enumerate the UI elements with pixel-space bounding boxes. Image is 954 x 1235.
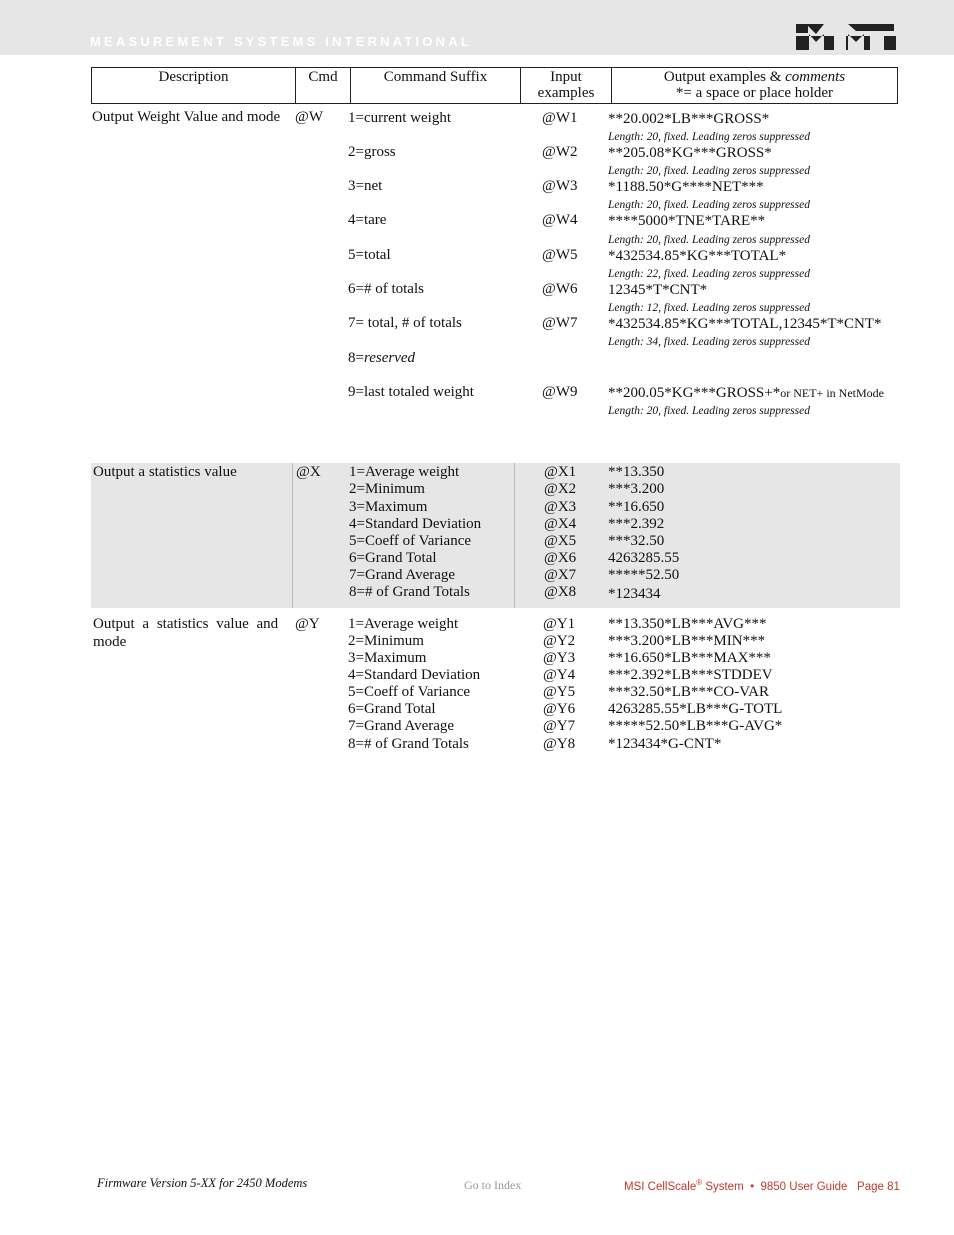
x-row-suffix: 5=Coeff of Variance <box>349 533 472 549</box>
page-header <box>0 0 954 55</box>
w-row-input: @W5 <box>542 247 578 263</box>
y-row-suffix: 6=Grand Total <box>348 701 436 717</box>
y-row-input: @Y1 <box>543 616 576 632</box>
w-row-suffix: 7= total, # of totals <box>348 315 462 331</box>
y-row-output: **13.350*LB***AVG*** <box>608 616 767 632</box>
y-row-input: @Y6 <box>543 701 576 717</box>
w-row-input: @W3 <box>542 178 578 194</box>
x-row-output: **16.650 <box>608 499 665 515</box>
y-row-input: @Y7 <box>543 718 576 734</box>
w-row-suffix: 4=tare <box>348 212 387 228</box>
header-input: Input examples <box>521 68 612 104</box>
y-row-input: @Y8 <box>543 736 576 752</box>
x-row-input: @X7 <box>544 567 577 583</box>
w-row-suffix: 6=# of totals <box>348 281 424 297</box>
x-row-output: ***32.50 <box>608 533 665 549</box>
w-row-output: *432534.85*KG***TOTAL,12345*T*CNT* <box>608 316 882 332</box>
x-row-input: @X1 <box>544 464 577 480</box>
w-row-note: Length: 20, fixed. Leading zeros suppressed <box>608 199 810 211</box>
w-row-reserved: 8=reserved <box>348 350 416 366</box>
msi-logo-icon <box>794 22 898 52</box>
section-y-description: Output a statistics value and <box>93 616 279 632</box>
table-header <box>91 67 898 104</box>
x-row-suffix: 1=Average weight <box>349 464 460 480</box>
y-row-output: *****52.50*LB***G-AVG* <box>608 718 783 734</box>
x-row-output: ***3.200 <box>608 481 665 497</box>
header-output: Output examples & comments *= a space or place holder <box>612 68 898 104</box>
brand-name: MEASUREMENT SYSTEMS INTERNATIONAL <box>90 34 472 49</box>
header-cmd: Cmd <box>296 68 351 104</box>
header-suffix: Command Suffix <box>351 68 521 104</box>
x-row-input: @X2 <box>544 481 577 497</box>
x-row-input: @X6 <box>544 550 577 566</box>
go-to-index-link[interactable]: Go to Index <box>464 1178 522 1192</box>
w-row-input: @W7 <box>542 315 578 331</box>
y-row-output: ***2.392*LB***STDDEV <box>608 667 773 683</box>
y-row-suffix: 4=Standard Deviation <box>348 667 481 683</box>
divider <box>292 463 293 608</box>
divider <box>514 463 515 608</box>
x-row-output: *123434 <box>608 586 661 602</box>
section-x-background <box>91 463 900 608</box>
x-row-input: @X4 <box>544 516 577 532</box>
w-row-note: Length: 20, fixed. Leading zeros suppressed <box>608 165 810 177</box>
w-row-suffix: 9=last totaled weight <box>348 384 474 400</box>
w-row-note: Length: 20, fixed. Leading zeros suppressed <box>608 131 810 143</box>
y-row-suffix: 5=Coeff of Variance <box>348 684 471 700</box>
w-row-input: @W2 <box>542 144 578 160</box>
x-row-suffix: 3=Maximum <box>349 499 428 515</box>
x-row-suffix: 2=Minimum <box>349 481 425 497</box>
x-row-input: @X8 <box>544 584 577 600</box>
y-row-output: ***32.50*LB***CO-VAR <box>608 684 769 700</box>
y-row-input: @Y5 <box>543 684 576 700</box>
y-row-output: 4263285.55*LB***G-TOTL <box>608 701 783 717</box>
y-row-input: @Y3 <box>543 650 576 666</box>
x-row-suffix: 4=Standard Deviation <box>349 516 482 532</box>
w-row-output: **200.05*KG***GROSS+*or NET+ in NetMode <box>608 385 884 401</box>
section-w-description: Output Weight Value and mode <box>92 109 281 125</box>
x-row-output: 4263285.55 <box>608 550 680 566</box>
x-row-output: *****52.50 <box>608 567 680 583</box>
y-row-suffix: 1=Average weight <box>348 616 459 632</box>
w-row-note: Length: 12, fixed. Leading zeros suppressed <box>608 302 810 314</box>
footer-product: MSI CellScale® System • 9850 User Guide Page 81 <box>624 1178 900 1193</box>
w-row-note: Length: 20, fixed. Leading zeros suppressed <box>608 405 810 417</box>
y-row-suffix: 2=Minimum <box>348 633 424 649</box>
w-row-input: @W1 <box>542 110 578 126</box>
y-row-suffix: 8=# of Grand Totals <box>348 736 469 752</box>
section-x-description: Output a statistics value <box>93 464 237 480</box>
w-row-suffix: 3=net <box>348 178 383 194</box>
w-row-suffix: 5=total <box>348 247 391 263</box>
w-row-note: Length: 22, fixed. Leading zeros suppressed <box>608 268 810 280</box>
w-row-note: Length: 20, fixed. Leading zeros suppressed <box>608 234 810 246</box>
x-row-output: **13.350 <box>608 464 665 480</box>
section-w-cmd: @W <box>295 109 323 125</box>
w-row-suffix: 1=current weight <box>348 110 452 126</box>
w-row-suffix: 2=gross <box>348 144 396 160</box>
y-row-input: @Y2 <box>543 633 576 649</box>
w-row-output: 12345*T*CNT* <box>608 282 708 298</box>
section-y-cmd: @Y <box>295 616 320 632</box>
y-row-output: **16.650*LB***MAX*** <box>608 650 771 666</box>
section-y-description-cont: mode <box>93 634 127 650</box>
y-row-suffix: 3=Maximum <box>348 650 427 666</box>
w-row-output: **20.002*LB***GROSS* <box>608 111 770 127</box>
y-row-input: @Y4 <box>543 667 576 683</box>
w-row-input: @W9 <box>542 384 578 400</box>
w-row-note: Length: 34, fixed. Leading zeros suppressed <box>608 336 810 348</box>
w-row-output: ****5000*TNE*TARE** <box>608 213 766 229</box>
y-row-output: ***3.200*LB***MIN*** <box>608 633 766 649</box>
x-row-suffix: 7=Grand Average <box>349 567 456 583</box>
w-row-input: @W4 <box>542 212 578 228</box>
y-row-output: *123434*G-CNT* <box>608 736 722 752</box>
x-row-suffix: 6=Grand Total <box>349 550 437 566</box>
section-x-cmd: @X <box>296 464 321 480</box>
x-row-output: ***2.392 <box>608 516 665 532</box>
footer-firmware: Firmware Version 5-XX for 2450 Modems <box>97 1176 308 1190</box>
header-description: Description <box>92 68 296 104</box>
w-row-output: *432534.85*KG***TOTAL* <box>608 248 787 264</box>
x-row-input: @X5 <box>544 533 577 549</box>
x-row-suffix: 8=# of Grand Totals <box>349 584 470 600</box>
x-row-input: @X3 <box>544 499 577 515</box>
y-row-suffix: 7=Grand Average <box>348 718 455 734</box>
w-row-input: @W6 <box>542 281 578 297</box>
w-row-output: **205.08*KG***GROSS* <box>608 145 772 161</box>
w-row-output: *1188.50*G****NET*** <box>608 179 764 195</box>
